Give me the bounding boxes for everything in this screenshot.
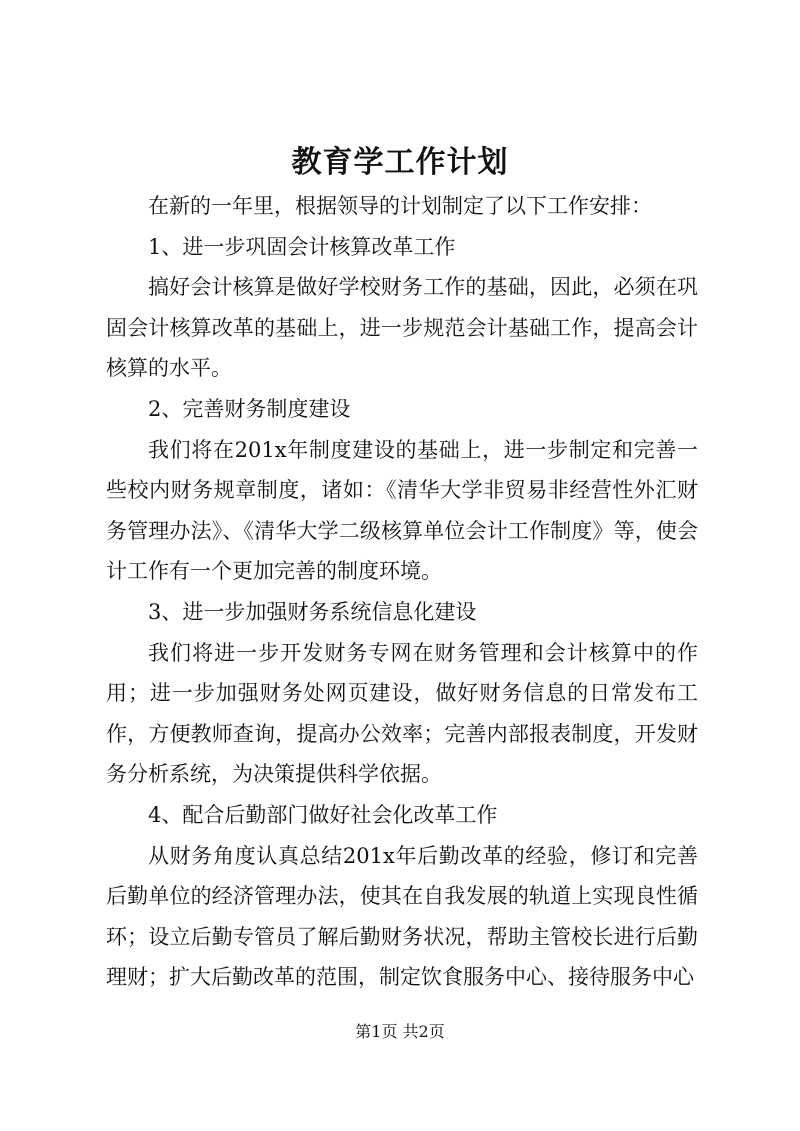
section-heading-1: 1、进一步巩固会计核算改革工作: [148, 234, 456, 259]
document-body: [106, 186, 698, 998]
section-paragraph-1: 搞好会计核算是做好学校财务工作的基础，因此，必须在巩固会计核算改革的基础上，进一步规范会计基础工作，提高会计核算的水平。: [106, 275, 698, 381]
section-paragraph-2: 我们将在201x年制度建设的基础上，进一步制定和完善一些校内财务规章制度，诸如：《清华大学非贸易非经营性外汇财务管理办法》、《清华大学二级核算单位会计工作制度》等，使会计工作有一个更加完善的制度环境。: [106, 437, 698, 584]
page-number: 第1页 共2页: [355, 1022, 445, 1041]
section-heading-4: 4、配合后勤部门做好社会化改革工作: [148, 802, 498, 827]
document-title: 教育学工作计划: [291, 145, 509, 180]
section-paragraph-4: 从财务角度认真总结201x年后勤改革的经验，修订和完善后勤单位的经济管理办法，使其在自我发展的轨道上实现良性循环；设立后勤专管员了解后勤财务状况，帮助主管校长进行后勤理财；扩大后勤改革的范围，制定饮食服务中心、接待服务中心: [106, 843, 698, 990]
intro-paragraph: 在新的一年里，根据领导的计划制定了以下工作安排：: [148, 194, 652, 218]
section-paragraph-3: 我们将进一步开发财务专网在财务管理和会计核算中的作用；进一步加强财务处网页建设，做好财务信息的日常发布工作，方便教师查询，提高办公效率；完善内部报表制度，开发财务分析系统，为决策提供科学依据。: [106, 640, 698, 787]
section-heading-2: 2、完善财务制度建设: [148, 396, 351, 421]
section-heading-3: 3、进一步加强财务系统信息化建设: [148, 599, 477, 624]
